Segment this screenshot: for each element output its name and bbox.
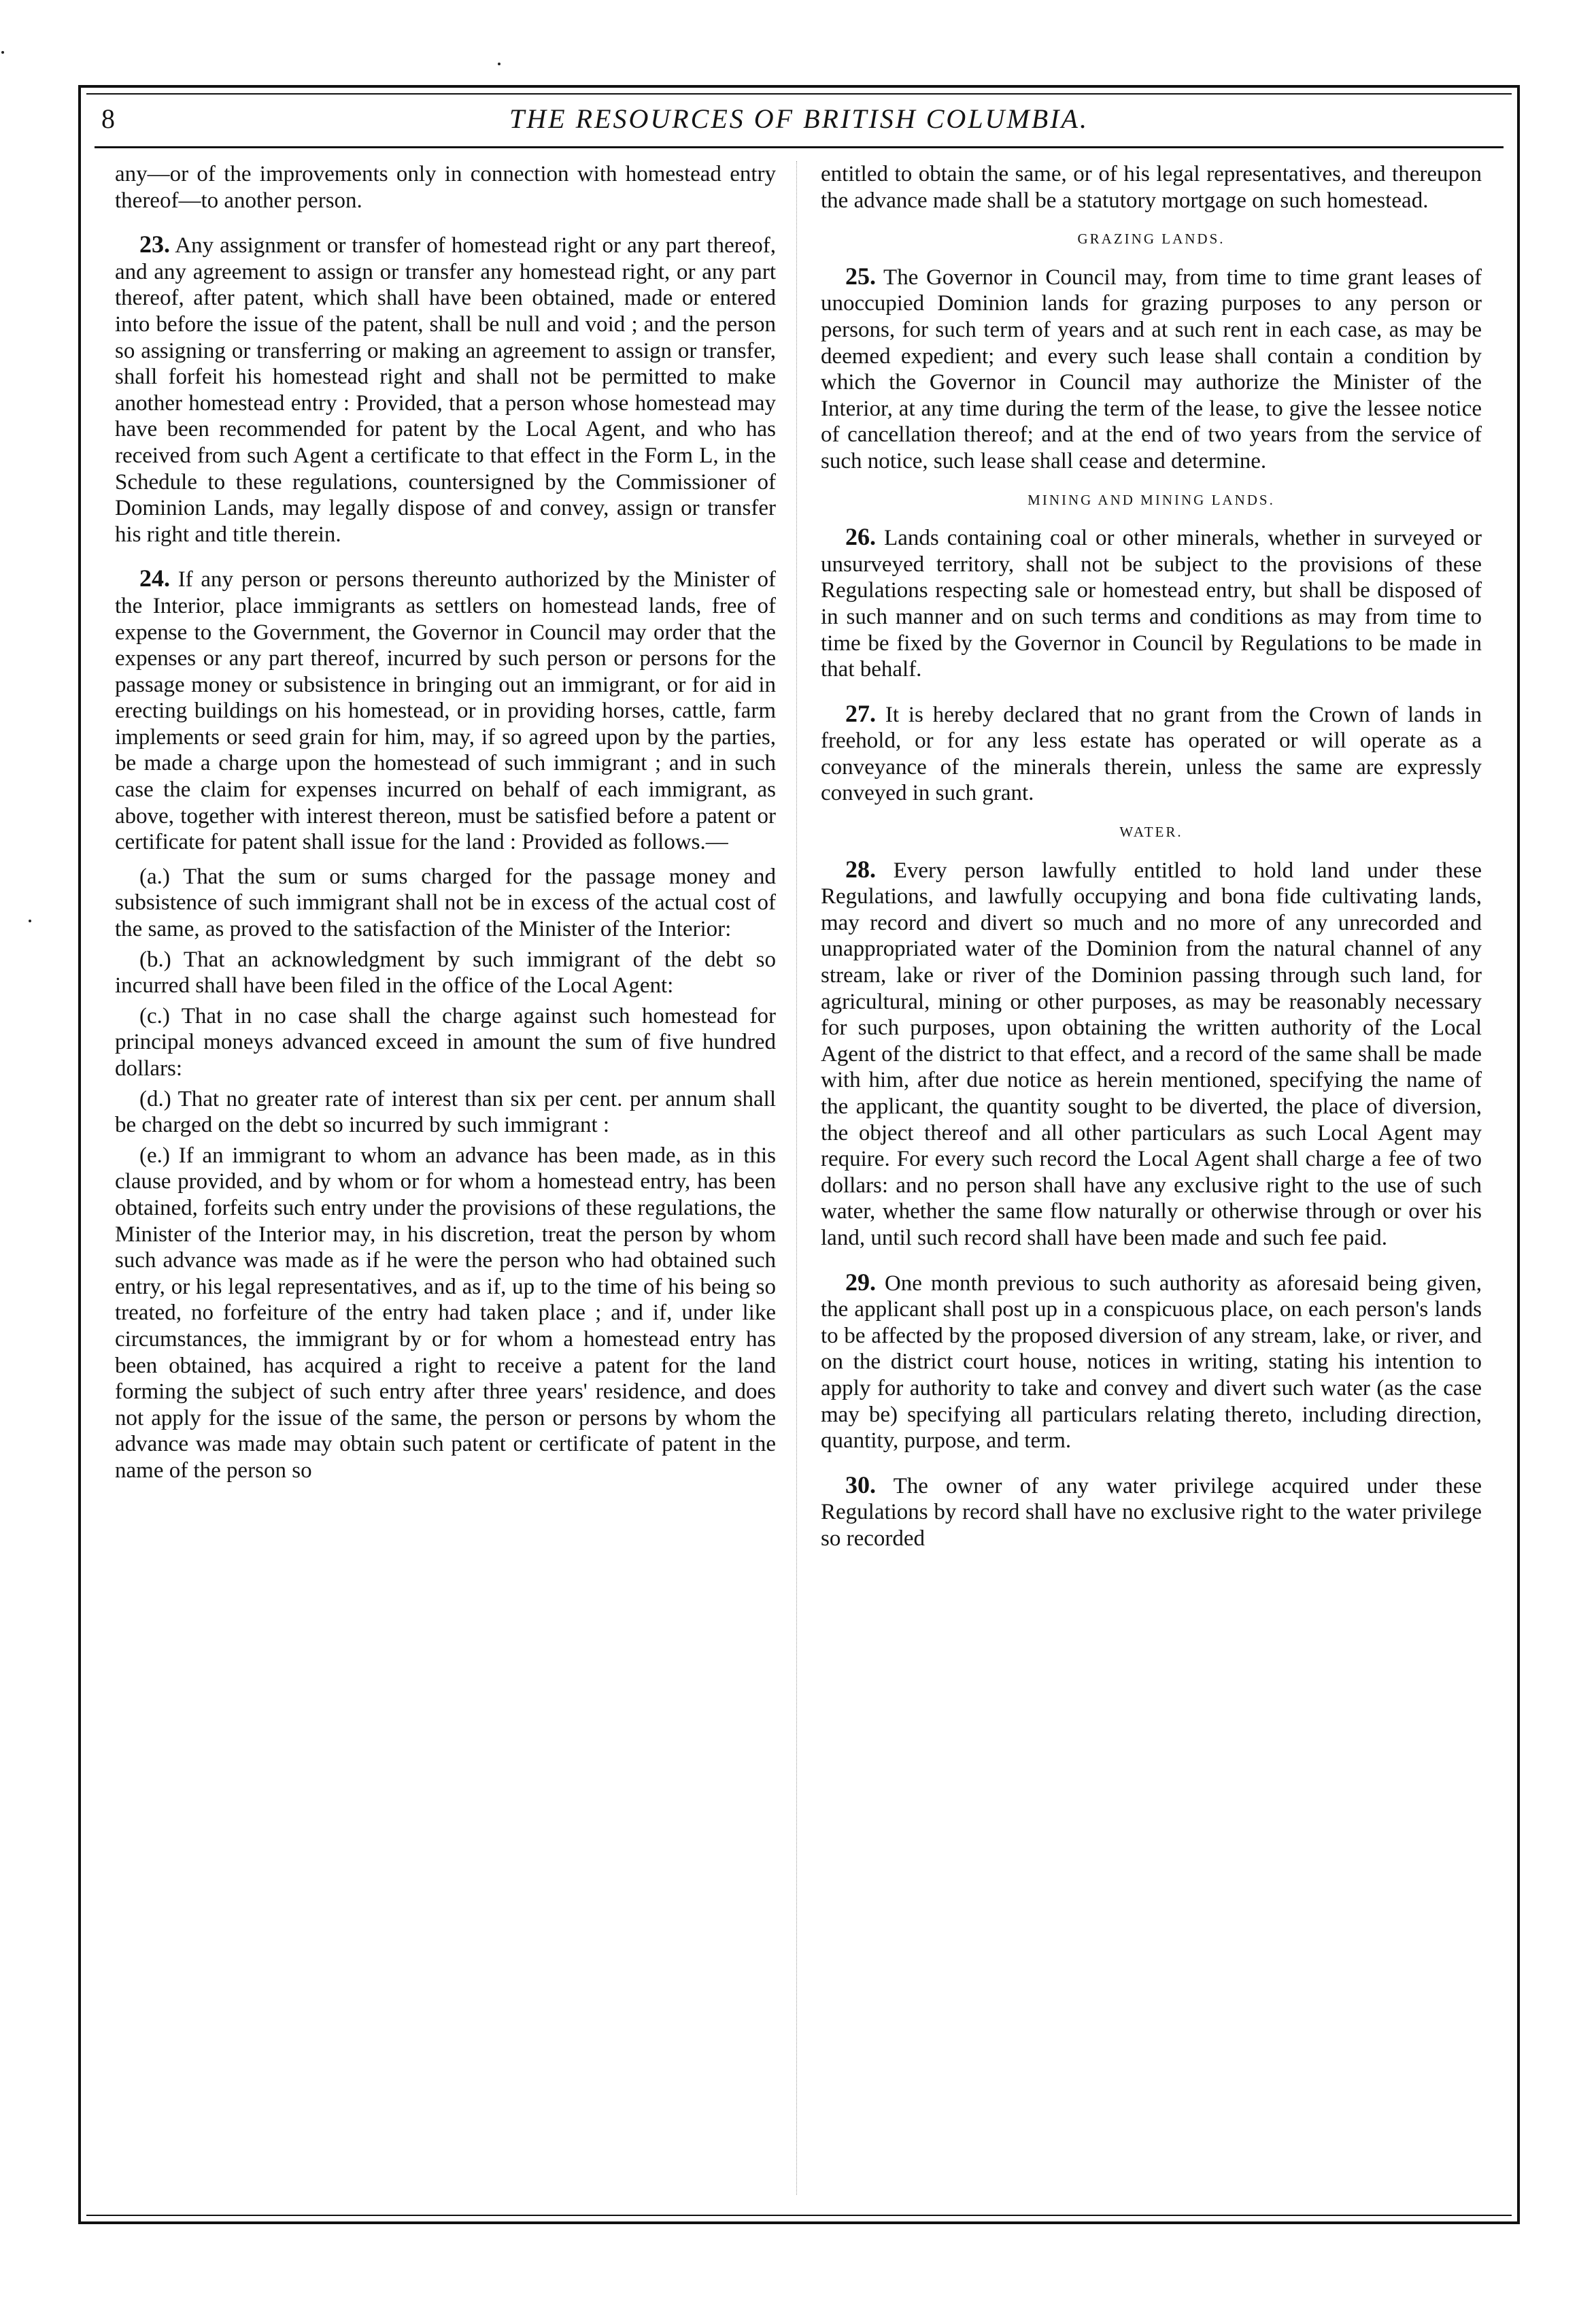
section-number: 26. bbox=[845, 523, 876, 551]
continued-paragraph: entitled to obtain the same, or of his legal representatives, and thereupon the advance made shall be a statutory mortgage on such homestead. bbox=[821, 162, 1482, 213]
section-number: 25. bbox=[845, 262, 876, 290]
print-speck bbox=[29, 920, 31, 922]
left-column bbox=[115, 161, 776, 1488]
section-number: 29. bbox=[845, 1268, 876, 1296]
section-29 bbox=[821, 1269, 1482, 1454]
column-divider bbox=[796, 161, 797, 2195]
page-header bbox=[95, 97, 1504, 148]
proviso-d: (d.) That no greater rate of interest than six per cent. per annum shall be charged on the debt so incurred by such immigrant : bbox=[115, 1086, 776, 1138]
section-23 bbox=[115, 231, 776, 548]
proviso-c: (c.) That in no case shall the charge against such homestead for principal moneys advanced exceed in amount the sum of five hundred dollars: bbox=[115, 1003, 776, 1081]
heading-water: WATER. bbox=[1119, 824, 1183, 841]
section-text: Any assignment or transfer of homestead right or any part thereof, and any agreement to assign or transfer any homestead right, or any part thereof, after patent, which shall have been obtained, made or entered into before the issue of the patent, shall be null and void ; and the person so assigning or transferring or making an agreement to assign or transfer, shall forfeit his homestead right and shall not be permitted to make another homestead entry : Provided, that a person whose homestead may have been recommended for patent by the Local Agent, and who has received from such Agent a certificate to that effect in the Form L, in the Schedule to these regulations, countersigned by the Commissioner of Dominion Lands, may legally dispose of and convey, assign or transfer his right and title therein. bbox=[115, 233, 776, 547]
proviso-a: (a.) That the sum or sums charged for the passage money and subsistence of such immigrant shall not be in excess of the actual cost of the same, as proved to the satisfaction of the Minister of the Interior: bbox=[115, 864, 776, 942]
proviso-b: (b.) That an acknowledgment by such immigrant of the debt so incurred shall have been filed in the office of the Local Agent: bbox=[115, 947, 776, 999]
top-rule bbox=[86, 93, 1512, 95]
section-number: 27. bbox=[845, 699, 876, 727]
section-27 bbox=[821, 701, 1482, 807]
section-number: 23. bbox=[139, 231, 170, 258]
section-text: One month previous to such authority as aforesaid being given, the applicant shall post up in a conspicuous place, on each person's lands to be affected by the proposed diversion of any stream, lake, or river, and on the district court house, notices in writing, stating his intention to apply for authority to take and convey and divert such water (as the case may be) specifying all particulars relating thereto, including direction, quantity, purpose, and term. bbox=[821, 1271, 1482, 1454]
section-25 bbox=[821, 263, 1482, 475]
section-number: 30. bbox=[845, 1471, 876, 1498]
right-column bbox=[821, 161, 1482, 1560]
heading-grazing-lands: GRAZING LANDS. bbox=[1077, 231, 1225, 248]
section-text: The owner of any water privilege acquired under these Regulations by record shall have no exclusive right to the water privilege so recorded bbox=[821, 1473, 1482, 1551]
bottom-rule bbox=[86, 2215, 1512, 2216]
section-24 bbox=[115, 565, 776, 856]
print-speck bbox=[498, 63, 500, 65]
section-26 bbox=[821, 524, 1482, 683]
section-text: Every person lawfully entitled to hold land under these Regulations, and lawfully occupying and bona fide cultivating lands, may record and divert so much and no more of any unrecorded and unappropriated water of the Dominion from the natural channel of any stream, lake or river of the Dominion passing through such land, for agricultural, mining or other purposes, as may be reasonably necessary for such purposes, upon obtaining the written authority of the Local Agent of the district to that effect, and a record of the same shall be made with him, after due notice as herein mentioned, specifying the name of the applicant, the quantity sought to be diverted, the place of diversion, the object thereof and all other particulars as such Local Agent may require. For every such record the Local Agent shall charge a fee of two dollars: and no person shall have any exclusive right to the use of such water, whether the same flow naturally or otherwise through or over his land, until such record shall have been made and such fee paid. bbox=[821, 858, 1482, 1250]
section-30 bbox=[821, 1472, 1482, 1552]
section-text: It is hereby declared that no grant from the Crown of lands in freehold, or for any less estate has operated or will operate as a conveyance of the minerals therein, unless the same are expressly conveyed in such grant. bbox=[821, 702, 1482, 806]
page-number: 8 bbox=[101, 103, 115, 134]
print-speck bbox=[1, 51, 4, 54]
section-text: If any person or persons thereunto authorized by the Minister of the Interior, place immigrants as settlers on homestead lands, free of expense to the Government, the Governor in Council may order that the expenses or any part thereof, incurred by such person or persons for the passage money or subsistence in bringing out an immigrant, or for aid in erecting buildings on his homestead, or in providing horses, cattle, farm implements or seed grain for him, may, if so agreed upon by the parties, be made a charge upon the homestead of such immigrant ; and in such case the claim for expenses incurred on behalf of each immigrant, as above, together with interest thereon, must be satisfied before a patent or certificate for patent shall issue for the land : Provided as follows.— bbox=[115, 567, 776, 855]
proviso-e: (e.) If an immigrant to whom an advance has been made, as in this clause provided, and by whom or for whom a homestead entry, has been obtained, forfeits such entry under the provisions of these regulations, the Minister of the Interior may, in his discretion, treat the person by whom such advance was made as if he were the person who had obtained such entry, or his legal representatives, and as if, up to the time of his being so treated, no forfeiture of the entry had taken place ; and if, under like circumstances, the immigrant by or for whom a homestead entry has been obtained, has acquired a right to receive a patent for the land forming the subject of such entry after three years' residence, and does not apply for the issue of the same, the person or persons by whom the advance was made may obtain such patent or certificate of patent in the name of the person so bbox=[115, 1143, 776, 1483]
section-28 bbox=[821, 856, 1482, 1252]
running-title: THE RESOURCES OF BRITISH COLUMBIA. bbox=[509, 103, 1089, 134]
section-number: 24. bbox=[139, 565, 170, 592]
section-number: 28. bbox=[845, 855, 876, 883]
book-page bbox=[78, 85, 1520, 2224]
continued-paragraph: any—or of the improvements only in connection with homestead entry thereof—to another person. bbox=[115, 162, 776, 213]
section-text: The Governor in Council may, from time to time grant leases of unoccupied Dominion lands for grazing purposes to any person or persons, for such term of years and at such rent in each case, as may be deemed expedient; and every such lease shall contain a condition by which the Governor in Council may authorize the Minister of the Interior, at any time during the term of the lease, to give the lessee notice of cancellation thereof; and at the end of two years from the service of such notice, such lease shall cease and determine. bbox=[821, 265, 1482, 473]
section-text: Lands containing coal or other minerals, whether in surveyed or unsurveyed territory, shall not be subject to the provisions of these Regulations respecting sale or homestead entry, but shall be disposed of in such manner and on such terms and conditions as may from time to time be fixed by the Governor in Council by Regulations to be made in that behalf. bbox=[821, 526, 1482, 682]
heading-mining-lands: MINING AND MINING LANDS. bbox=[1028, 491, 1275, 508]
